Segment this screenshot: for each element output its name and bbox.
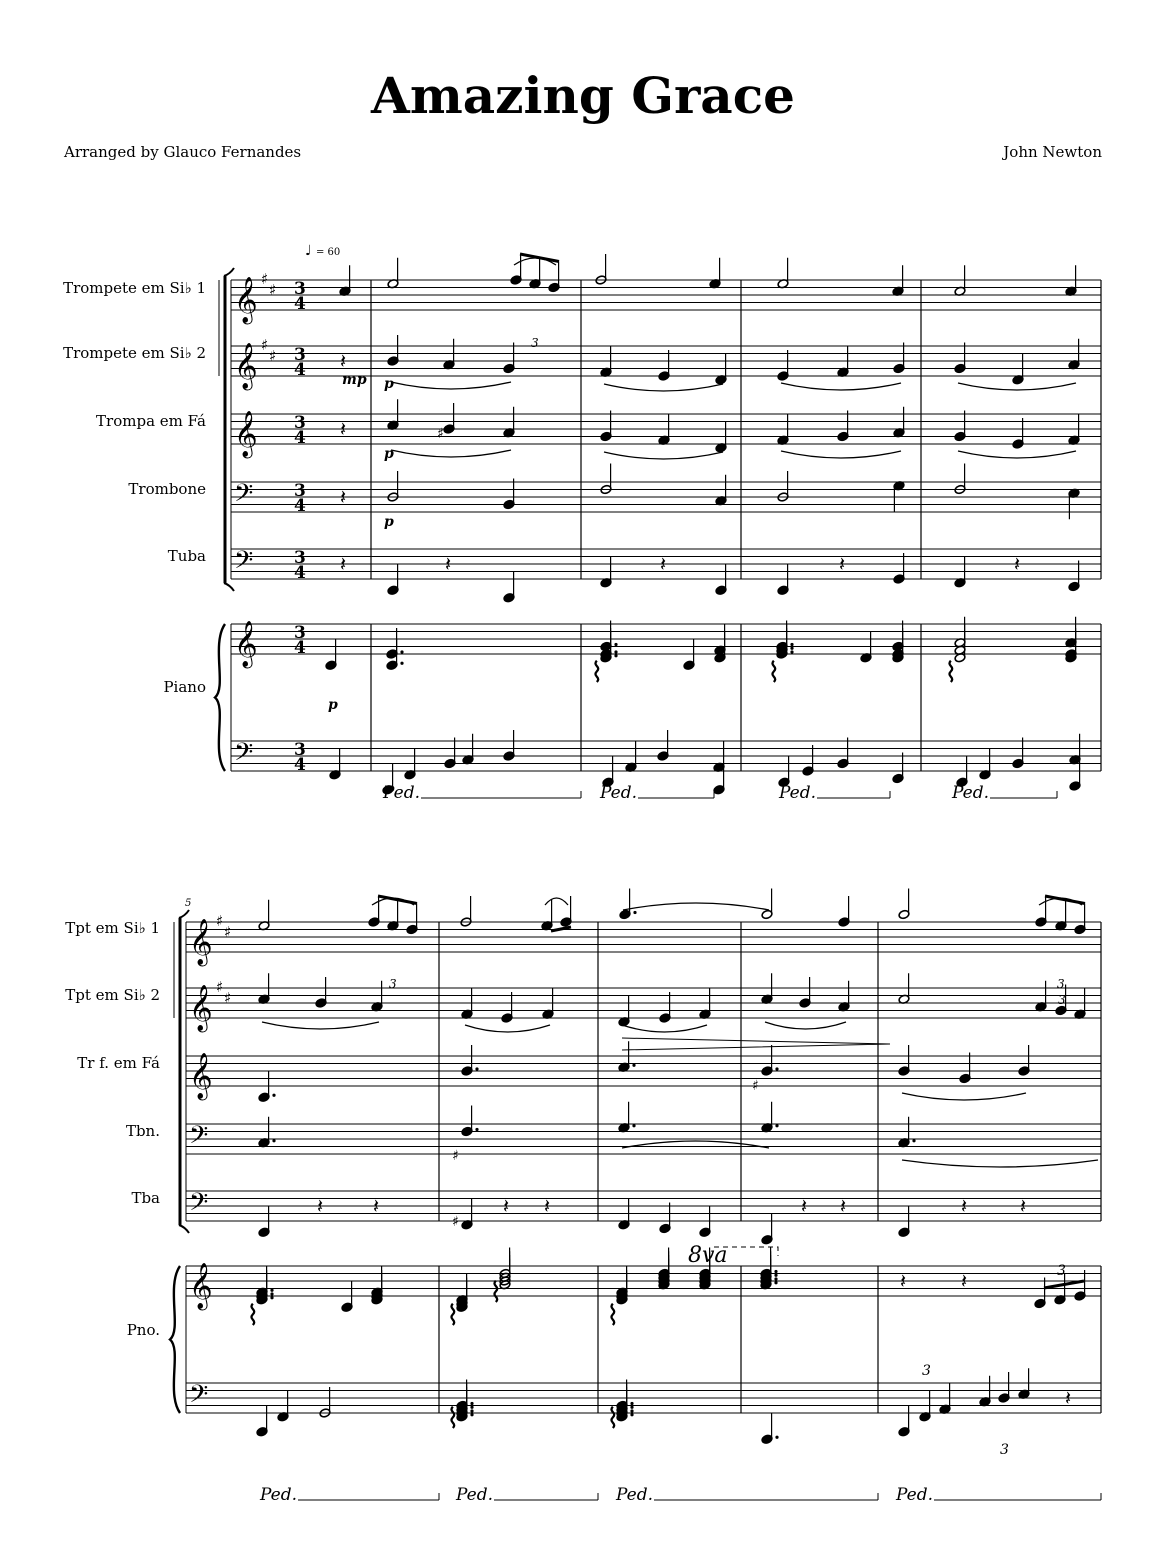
bracket [179,910,189,918]
note [444,738,456,769]
instrument-label-trumpet-1: Tpt em Si♭ 1 [65,919,160,937]
time-signature: 3 [294,740,306,760]
treble-clef-icon: 𝄞 [189,919,213,965]
quarter-rest: 𝄽 [801,1194,808,1218]
arpeggio: ⌇ [446,1299,460,1332]
pedal-mark: Ped. [616,1485,654,1505]
quarter-rest: 𝄽 [660,552,667,576]
note [618,996,630,1027]
slur [604,452,723,459]
bass-clef-icon: 𝄢 [189,1380,209,1415]
time-signature: 3 [294,623,306,643]
pedal-mark: Ped. [383,783,421,803]
note [837,738,849,769]
note [777,414,789,445]
note [777,350,789,381]
triplet-note [406,904,418,935]
note [1034,1278,1046,1309]
note [619,889,637,920]
note [404,749,416,780]
sharp-icon: ♯ [752,1078,759,1094]
sharp-icon: ♯ [261,270,269,288]
sharp-icon: ♯ [269,347,277,365]
note [699,1206,711,1237]
quarter-rest: 𝄽 [1020,1194,1027,1218]
slur [545,898,568,905]
time-signature: 3 [294,345,306,365]
note [503,572,515,603]
instrument-label-trumpet-1: Trompete em Si♭ 1 [63,279,206,297]
dynamic-p: p [384,446,394,462]
instrument-label-trombone: Trombone [128,480,206,498]
note [954,411,966,442]
time-signature: 4 [294,294,306,314]
arpeggio: ⌇ [767,656,781,689]
pedal-mark: Ped. [952,783,990,803]
note [954,343,966,374]
note [715,564,727,595]
note [898,1206,910,1237]
dot [400,662,403,665]
note [618,1199,630,1230]
time-signature: 3 [294,279,306,299]
quarter-rest: 𝄽 [503,1194,510,1218]
dot [470,1402,473,1405]
slur [781,451,901,458]
note [600,557,612,588]
note [339,265,351,296]
dot [614,654,617,657]
pedal-mark: Ped. [779,783,817,803]
time-signature: 4 [294,755,306,775]
dot [632,1064,635,1067]
note [541,900,553,931]
ottava-mark: 8va [688,1243,728,1268]
note [1012,738,1024,769]
quarter-rest: 𝄽 [340,417,347,441]
dot [790,650,793,653]
bracket [179,1225,189,1233]
note [838,896,850,927]
note [939,1383,951,1414]
note [1074,1270,1086,1301]
note [658,414,670,445]
note [892,265,904,296]
time-signature: 4 [294,563,306,583]
slur [604,384,723,391]
dynamic-p: p [384,514,394,530]
treble-clef-icon: 𝄞 [234,621,258,667]
dot [633,911,636,914]
slur [262,1022,379,1029]
note [277,1391,289,1422]
note [258,900,270,931]
note [387,258,399,289]
note [258,1206,270,1237]
bass-clef-icon: 𝄢 [189,1121,209,1156]
note [503,479,515,510]
note [892,753,904,784]
note [600,346,612,377]
dot [400,650,403,653]
sharp-icon: ♯ [261,336,269,354]
note [659,992,671,1023]
dot [270,1292,273,1295]
bass-clef-icon: 𝄢 [234,738,254,773]
triplet-note [1055,900,1067,931]
triplet-note [510,254,522,285]
note [893,343,905,374]
tuplet-number: 3 [389,977,397,991]
note [959,1053,971,1084]
dot [272,1094,275,1097]
time-signature: 3 [294,548,306,568]
time-signature: 3 [294,413,306,433]
tuplet-number: 3 [922,1363,931,1379]
dot [475,1067,478,1070]
arpeggio: ⌇ [590,656,604,689]
note [761,1102,779,1133]
note [501,992,513,1023]
hairpin [622,1038,890,1050]
dot [475,1128,478,1131]
sharp-icon: ♯ [224,989,232,1007]
system-1 [63,243,1101,803]
dot [774,1274,777,1277]
dynamic-p: p [384,376,394,392]
quarter-rest: 𝄽 [373,1194,380,1218]
arpeggio: ⌇ [246,1299,260,1332]
note [443,339,455,370]
note [341,1281,353,1312]
dot [775,1067,778,1070]
treble-clef-icon: 𝄞 [189,1053,213,1099]
note [898,1117,916,1148]
note [387,335,399,366]
sharp-icon: ♯ [216,912,224,930]
note [1012,418,1024,449]
note [1012,354,1024,385]
slur [391,450,511,457]
bracket [224,583,234,591]
pedal-mark: Ped. [260,1485,298,1505]
dot [630,1406,633,1409]
note [998,1372,1010,1403]
composer-credit: John Newton [1003,143,1102,161]
instrument-label-piano: Piano [163,678,206,696]
note [979,1376,991,1407]
note [387,399,399,430]
dot [470,1409,473,1412]
note [715,475,727,506]
sharp-icon: ♯ [437,426,444,442]
note [443,403,455,434]
pedal-mark: Ped. [896,1485,934,1505]
quarter-rest: 𝄽 [1014,552,1021,576]
note [542,988,554,1019]
note [715,422,727,453]
triplet-note [1074,904,1086,935]
note [387,564,399,595]
note [461,1199,473,1230]
quarter-rest: 𝄽 [340,485,347,509]
note [325,639,337,670]
tempo-note-icon: ♩ [305,243,312,259]
note [954,557,966,588]
tempo-marking: = 60 [316,247,341,258]
arpeggio: ⌇ [606,1299,620,1332]
note [893,407,905,438]
sharp-icon: ♯ [452,1214,459,1230]
note [1069,760,1081,791]
tuplet-number: 3 [1057,977,1065,991]
note [860,632,872,663]
treble-clef-icon: 𝄞 [234,277,258,323]
arpeggio: ⌇ [944,656,958,689]
slur [465,1025,550,1032]
time-signature: 4 [294,496,306,516]
note [657,730,669,761]
note [699,988,711,1019]
time-signature: 4 [294,638,306,658]
dot [270,1296,273,1299]
bass-clef-icon: 𝄢 [234,479,254,514]
dot [775,1124,778,1127]
bass-clef-icon: 𝄢 [189,1188,209,1223]
slur [391,382,511,389]
time-signature: 3 [294,481,306,501]
quarter-rest: 𝄽 [839,552,846,576]
quarter-rest: 𝄽 [317,1194,324,1218]
quarter-rest: 𝄽 [544,1194,551,1218]
dynamic-mp: mp [342,372,367,388]
system-2 [65,889,1101,1506]
note [618,1041,636,1072]
note [777,258,789,289]
note [898,1406,910,1437]
sharp-icon: ♯ [216,978,224,996]
dot [774,1281,777,1284]
instrument-label-piano: Pno. [126,1321,160,1339]
dot [614,650,617,653]
note [600,411,612,442]
note [256,1406,268,1437]
dot [632,1124,635,1127]
dot [272,1139,275,1142]
time-signature: 4 [294,360,306,380]
instrument-label-trumpet-2: Trompete em Si♭ 2 [63,344,206,362]
quarter-rest: 𝄽 [900,1269,907,1293]
arpeggio: ⌇ [489,1276,503,1309]
note [503,343,515,374]
triplet-note [1035,896,1047,927]
note [1068,488,1080,519]
arpeggio: ⌇ [446,1402,460,1435]
arranger-credit: Arranged by Glauco Fernandes [64,143,302,161]
quarter-rest: 𝄽 [340,349,347,373]
slur [781,383,901,390]
note [898,1045,910,1076]
quarter-rest: 𝄽 [840,1194,847,1218]
treble-clef-icon: 𝄞 [234,411,258,457]
dot [270,1289,273,1292]
treble-clef-icon: 𝄞 [189,985,213,1031]
quarter-rest: 𝄽 [445,552,452,576]
note [898,973,910,1004]
tuplet-number: 3 [531,336,539,350]
triplet-note [387,900,399,931]
bracket [224,268,234,276]
dot [470,1413,473,1416]
instrument-label-trombone: Tbn. [125,1122,160,1140]
dot [630,1402,633,1405]
dot [774,1270,777,1273]
dot [912,1139,915,1142]
instrument-label-horn: Trompa em Fá [96,412,206,430]
note [1065,265,1077,296]
note [658,350,670,381]
note [919,1391,931,1422]
note [461,988,473,1019]
quarter-rest: 𝄽 [340,552,347,576]
dot [630,1409,633,1412]
quarter-rest: 𝄽 [961,1194,968,1218]
note [954,265,966,296]
piano-brace [215,624,225,771]
note [979,749,991,780]
note [659,1203,671,1234]
note [1068,561,1080,592]
triplet-note [548,262,560,293]
note [893,481,905,512]
note [625,741,637,772]
instrument-label-tuba: Tuba [167,547,206,565]
dot [470,1406,473,1409]
note [503,730,515,761]
note [761,973,773,1004]
note [258,1071,276,1102]
triplet-note [529,258,541,289]
instrument-label-horn: Tr f. em Fá [77,1054,160,1072]
note [1035,981,1047,1012]
note [1018,1045,1030,1076]
measure-number: 5 [185,898,192,909]
pedal-mark: Ped. [600,783,638,803]
quarter-rest: 𝄽 [961,1269,968,1293]
note [893,553,905,584]
dot [775,1436,778,1439]
note [837,411,849,442]
note [503,407,515,438]
sharp-icon: ♯ [269,281,277,299]
sharp-icon: ♯ [224,923,232,941]
note [802,745,814,776]
note [1018,1368,1030,1399]
note [1065,632,1077,663]
note [560,896,572,927]
treble-clef-icon: 𝄞 [189,1263,213,1309]
slur [623,903,769,910]
note [715,354,727,385]
slur [958,451,1076,458]
note [371,981,383,1012]
slur [765,1022,846,1029]
piano-brace [170,1266,180,1413]
dot [790,647,793,650]
note [1068,339,1080,370]
sharp-icon: ♯ [452,1148,459,1164]
dynamic-p: p [328,697,338,713]
note [315,977,327,1008]
note [683,639,695,670]
instrument-label-tuba: Tba [131,1189,160,1207]
note [1074,988,1086,1019]
quarter-rest: 𝄽 [1065,1386,1072,1410]
note [777,564,789,595]
pedal-mark: Ped. [456,1485,494,1505]
dot [630,1413,633,1416]
slur [902,1160,1098,1167]
note [761,889,773,920]
dot [614,643,617,646]
treble-clef-icon: 𝄞 [234,343,258,389]
beam [551,927,571,931]
note [761,1413,779,1444]
tuplet-number: 3 [1000,1442,1009,1458]
bass-clef-icon: 𝄢 [234,546,254,581]
note [838,981,850,1012]
score-title: Amazing Grace [371,66,795,125]
dot [790,643,793,646]
note [329,749,341,780]
tuplet-number: 3 [1057,1263,1066,1279]
note [709,258,721,289]
note [618,1102,636,1133]
note [1068,414,1080,445]
instrument-label-trumpet-2: Tpt em Si♭ 2 [65,986,160,1004]
triplet-note [368,896,380,927]
note [898,889,910,920]
note [761,1214,773,1245]
note [837,346,849,377]
dot [774,1277,777,1280]
slur [902,1093,1026,1100]
note [258,973,270,1004]
arpeggio: ⌇ [606,1402,620,1435]
tuplet-number: 3 [1058,993,1066,1007]
note [462,734,474,765]
time-signature: 4 [294,428,306,448]
slur [622,1025,707,1032]
note [258,1117,276,1148]
note [799,977,811,1008]
